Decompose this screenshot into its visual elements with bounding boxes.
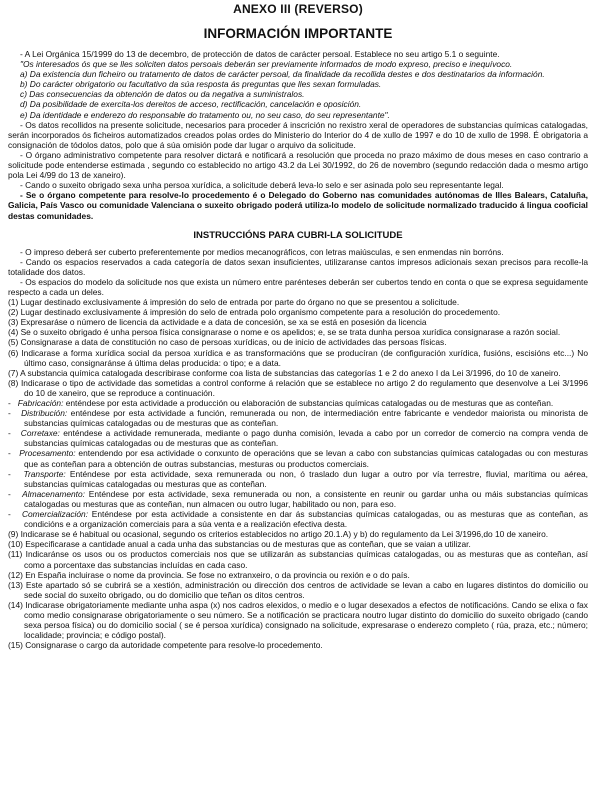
instruction-item: (8) Indicarase o tipo de actividade das sometidas a control conforme á relación que se establece no artigo 2 do regulamento que desenvolve a Lei 3/1996 do 10 de xaneiro, que se reproduce a continuación.	[8, 377, 588, 398]
instruction-item: (6) Indicarase a forma xurídica social da persoa xurídica e as transformacións que se producíran (de configuración xurídica, fusións, escisións etc...) No último caso, consignaránse á última delas producida: o tipo; e a data.	[8, 347, 588, 368]
activity-term: Procesamento:	[19, 448, 76, 459]
instruction-item: (2) Lugar destinado exclusivamente á impresión do selo de entrada polo organismo competente para a resolución do procedemento.	[8, 307, 501, 318]
info-paragraph: - Se o órgano competente para resolve-lo procedemento é o Delegado do Goberno nas comunidades autónomas de Illes Balears, Cataluña, Galicia, País Vasco ou comunidade Valenciana o suxeito obrigado poderá utiliza-lo modelo de solicitude normalizado traducido á lingua cooficial destas comunidades.	[8, 190, 588, 221]
activity-text: enténdese por esta actividade a función, remunerada ou non, de intermediación entre fabricante e vendedor maiorista ou minorista de substancias químicas catalogadas ou de mesturas que as conteñan.	[24, 408, 588, 429]
instruction-item: (12) En España incluirase o nome da provincia. Se fose no extranxeiro, o da provincia ou rexión e o do país.	[8, 569, 410, 580]
activity-text: enténdese por esta actividade a producción ou elaboración de substancias químicas catalogadas ou de mesturas que as conteñan.	[63, 398, 554, 408]
activity-item: - Procesamento: entendendo por esa actividade o conxunto de operacións que se levan a cabo con substancias químicas catalogadas ou con mesturas que as conteñan para a obtención de outras substancias, mesturas ou productos comerciais.	[8, 448, 588, 469]
instructions-section	[8, 247, 588, 398]
annex-heading: ANEXO III (REVERSO)	[233, 2, 363, 16]
info-paragraph: d) Da posibilidade de exercita-los dereitos de acceso, rectificación, cancelación e oposición.	[20, 99, 362, 110]
activity-term: Comercialización:	[21, 509, 89, 520]
page-title: INFORMACIÓN IMPORTANTE	[203, 26, 393, 41]
activity-term: Corretaxe:	[20, 428, 60, 439]
activity-term: Transporte:	[23, 468, 66, 479]
instruction-item: (10) Especificarase a cantidade anual a cada unha das substancias ou de mesturas que as conteñan, que se vaian a utilizar.	[8, 539, 471, 550]
instruction-item: (11) Indicaránse os usos ou os productos comerciais nos que se utilizarán as substancias químicas catalogadas, ou as mesturas que as conteñan, así como a porcentaxe das substancias incluídas en cada caso.	[8, 549, 588, 570]
activity-text: Enténdese por esta actividade, sexa remunerada ou non, a consistente en reunir ou gardar unha ou máis substancias químicas catalogadas ou mesturas que as conteñan, nun almacen ou outro lugar, habilitado ou non, para eso.	[24, 488, 588, 509]
instructions-continued	[8, 529, 588, 650]
activity-term: Fabricación:	[17, 398, 64, 408]
activity-text: enténdese a actividade remunerada, mediante o pago dunha comisión, levada a cabo por un corredor de comercio na compra venda de substancias químicas catalogadas ou de mesturas que as conteñan.	[24, 428, 588, 449]
instruction-item: - Os espacios do modelo da solicitude nos que exista un número entre parénteses deberán ser cubertos tendo en conta o que se expresa seguidamente respecto a cada un deles.	[8, 276, 588, 297]
instruction-item: (3) Expresaráse o número de licencia da actividade e a data de concesión, se xa se está en posesión da licencia	[8, 317, 427, 328]
info-paragraph: - A Lei Orgánica 15/1999 do 13 de decembro, de protección de datos de carácter persoal. Establece no seu artigo 5.1 o seguinte.	[20, 49, 500, 59]
info-paragraph: c) Das consecuencias da obtención de datos ou da negativa a suministralos.	[20, 89, 305, 100]
activities-list	[8, 398, 588, 529]
activity-text: Enténdese por esta actividade a consistente en dar ás substancias químicas catalogadas, ou as mesturas que as conteñan, as condicións e a organización comerciais para a súa venta e a realización efectiva desta.	[24, 509, 588, 530]
instruction-item: (7) A substancia química catalogada describirase conforme coa lista de substancias das categorías 1 e 2 do anexo I da Lei 3/1996, do 10 de xaneiro.	[8, 367, 561, 378]
activity-term: Distribución:	[21, 408, 68, 419]
instruction-item: - Cando os espacios reservados a cada categoría de datos sexan insuficientes, utilizaranse cantos impresos adicionais sexan precisos para recolle-la totalidade dos datos.	[8, 256, 588, 277]
instruction-item: (9) Indicarase se é habitual ou ocasional, segundo os criterios establecidos no artigo 20.1.A) y b) do regulamento da Lei 3/1996,do 10 de xaneiro.	[8, 529, 549, 540]
activity-item: - Corretaxe: enténdese a actividade remunerada, mediante o pago dunha comisión, levada a cabo por un corredor de comercio na compra venda de substancias químicas catalogadas ou de mesturas que as conteñan.	[8, 428, 588, 449]
activity-item: - Distribución: enténdese por esta actividade a función, remunerada ou non, de intermediación entre fabricante e vendedor maiorista ou minorista de substancias químicas catalogadas ou de mesturas que as conteñan.	[8, 408, 588, 429]
instruction-item: (1) Lugar destinado exclusivamente á impresión do selo de entrada por parte do órgano no que se presentou a solicitude.	[8, 297, 460, 308]
info-paragraph: "Os interesados ós que se lles soliciten datos persoais deberán ser previamente informados de modo expreso, preciso e inequívoco.	[20, 59, 513, 70]
instruction-item: - O impreso deberá ser cuberto preferentemente por medios mecanográficos, con letras maiúsculas, e sen enmendas nin borróns.	[20, 246, 504, 257]
instruction-item: (4) Se o suxeito obrigado é unha persoa física consignarase o nome e os apelidos; e, se se trata dunha persoa xurídica consignarase a razón social.	[8, 327, 561, 338]
instruction-item: (5) Consignarase a data de constitución no caso de persoas xurídicas, ou de inicio de actividades das persoas físicas.	[8, 337, 447, 348]
info-paragraph: a) Da existencia dun ficheiro ou tratamento de datos de carácter persoal, da finalidade da recollida destes e dos destinatarios da información.	[20, 69, 545, 80]
info-paragraph: - Cando o suxeito obrigado sexa unha persoa xurídica, a solicitude deberá leva-lo selo e ser asinada polo seu representante legal.	[20, 180, 504, 191]
activity-text: entendendo por esa actividade o conxunto de operacións que se levan a cabo con substancias químicas catalogadas ou con mesturas que as conteñan para a obtención de outras substancias, mesturas ou productos comerciais.	[24, 448, 588, 469]
activity-term: Almacenamento:	[22, 488, 85, 499]
activity-item: - Almacenamento: Enténdese por esta actividade, sexa remunerada ou non, a consistente en reunir ou gardar unha ou máis substancias químicas catalogadas ou mesturas que as conteñan, nun almacen ou outro lugar, habilitado ou non, para eso.	[8, 488, 588, 509]
activity-item: - Transporte: Enténdese por esta actividade, sexa remunerada ou non, ó traslado dun lugar a outro por vía terrestre, fluvial, marítima ou aérea, substancias químicas catalogadas ou mesturas que as conteñan.	[8, 468, 588, 489]
activity-item: - Fabricación: enténdese por esta actividade a producción ou elaboración de substancias químicas catalogadas ou de mesturas que as conteñan.	[8, 398, 554, 408]
info-paragraph: - Os datos recollidos na presente solicitude, necesarios para proceder á inscrición no rexistro xeral de operadores de substancias químicas catalogadas, serán incorporados ós ficheiros automatizados creados polas ordes do Ministerio do Interior do 4 de xullo de 1997 e do 10 de xullo de 1998. É obrigatoria a consignación de tódolos datos, polo que á súa omisión pode dar lugar o arquivo da solicitude.	[8, 119, 588, 150]
info-paragraph: - O órgano administrativo competente para resolver dictará e notificará a resolución que proceda no prazo máximo de dous meses en caso contrario a solicitude pode entenderse estimada , segundo co establecido no artigo 43.2 da Lei 30/1992, do 26 de novembro (segundo redacción dada o mesmo artigo pola Lei 4/99 do 13 de xaneiro).	[8, 149, 588, 181]
info-section	[8, 49, 588, 221]
instruction-item: (15) Consignarase o cargo da autoridade competente para resolve-lo procedemento.	[8, 640, 323, 651]
activity-item: - Comercialización: Enténdese por esta actividade a consistente en dar ás substancias químicas catalogadas, ou as mesturas que as conteñan, as condicións e a organización comerciais para a súa venta e a realización efectiva desta.	[8, 509, 588, 530]
info-paragraph: e) Da identidade e enderezo do responsable do tratamento ou, no seu caso, do seu representante".	[20, 109, 390, 120]
instruction-item: (13) Este apartado só se cubrirá se a xestión, administración ou dirección dos centros de actividade se levan a cabo en lugares distintos do domicilio ou sede social do suxeito obrigado, ou do domicilio que teñan os ditos centros.	[8, 579, 588, 600]
instructions-heading: INSTRUCCIÓNS PARA CUBRI-LA SOLICITUDE	[193, 229, 403, 241]
activity-text: Enténdese por esta actividade, sexa remunerada ou non, ó traslado dun lugar a outro por vía terrestre, fluvial, marítima ou aérea, substancias químicas catalogadas ou mesturas que as conteñan.	[24, 468, 588, 489]
instruction-item: (14) Indicarase obrigatoriamente mediante unha aspa (x) nos cadros elexidos, o medio e o lugar desexados a efectos de notificacións. Cando se elixa o fax como medio consignarase obrigatoriamente o seu número. Se a notificación se practicara noutro lugar distinto do domicilio do suxeito obrigado (cando sexa persoa física) ou do domicilio social ( se é persoa xurídica) consignado na solicitude, expresarase o enderezo completo ( rúa, praza, etc.; número; localidade; provincia; e código postal).	[8, 599, 588, 641]
info-paragraph: b) Do carácter obrigatorio ou facultativo da súa resposta ás preguntas que lles sexan formuladas.	[20, 79, 382, 90]
